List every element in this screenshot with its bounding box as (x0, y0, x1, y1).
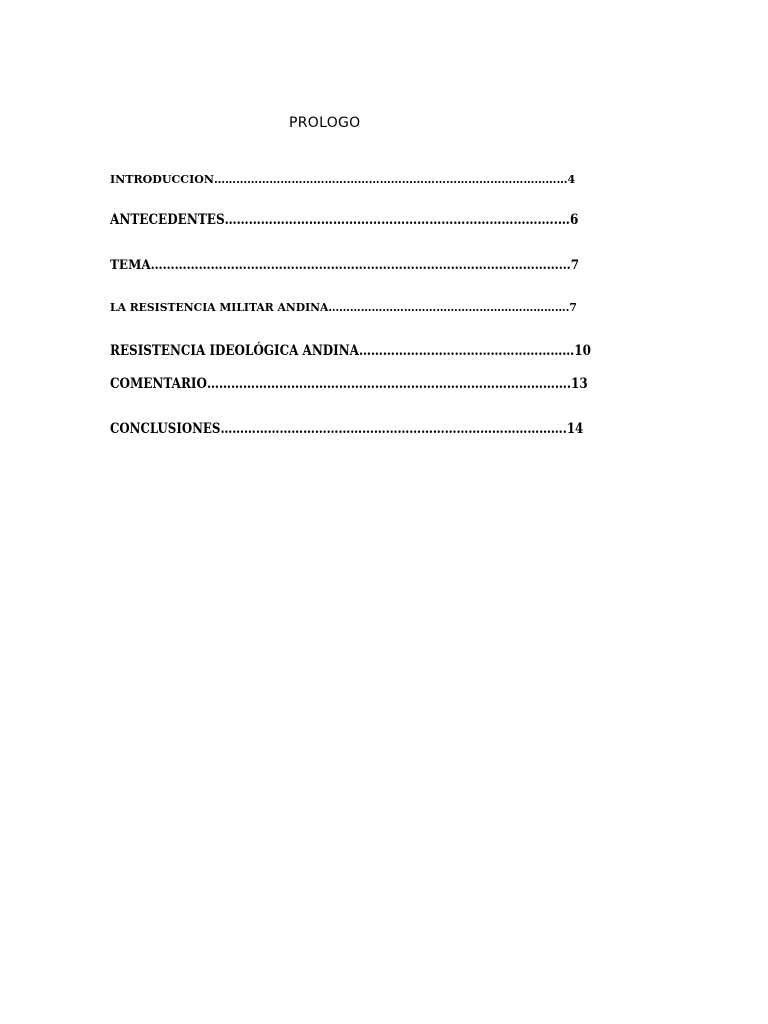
toc-entry-label: INTRODUCCION (110, 172, 214, 186)
toc-entry-leader: ………………………………………………………………………..… (224, 212, 570, 228)
toc-entry-leader: ……………………………………………………………………………. (220, 421, 567, 437)
toc-entry-resistencia-ideologica (110, 344, 591, 358)
toc-entry-label: TEMA (110, 258, 151, 273)
toc-entry-leader: …………………………………………………………. (328, 300, 570, 314)
toc-entry-conclusiones (110, 423, 583, 437)
toc-entry-comentario (110, 378, 588, 392)
toc-entry-label: RESISTENCIA IDEOLÓGICA ANDINA (110, 343, 359, 359)
toc-entry-leader: ………………………………………………………………………………. (206, 376, 572, 392)
toc-entry-page-number: 7 (570, 258, 580, 273)
toc-entry-leader: …………………………………………………………………………………………… (150, 258, 571, 273)
toc-entry-page-number: 10 (574, 343, 591, 359)
toc-entry-page-number: 14 (566, 421, 584, 437)
toc-entry-introduccion (110, 174, 575, 186)
toc-entry-leader: ……………………………………………… (358, 343, 575, 359)
toc-entry-page-number: 7 (569, 300, 577, 314)
toc-entry-label: ANTECEDENTES (110, 212, 225, 228)
toc-entry-tema (110, 259, 579, 272)
toc-entry-label: CONCLUSIONES (110, 421, 221, 437)
toc-entry-page-number: 13 (571, 376, 588, 392)
toc-entry-page-number: 4 (567, 172, 576, 186)
toc-entry-leader: …………………………………………………………………………………… (213, 172, 568, 186)
toc-entry-label: COMENTARIO (110, 376, 207, 392)
toc-entry-label: LA RESISTENCIA MILITAR ANDINA (110, 300, 329, 314)
toc-entry-antecedentes (110, 214, 578, 228)
page-title: PROLOGO (289, 115, 361, 131)
toc-entry-page-number: 6 (569, 212, 579, 228)
toc-entry-resistencia-militar (110, 302, 577, 314)
